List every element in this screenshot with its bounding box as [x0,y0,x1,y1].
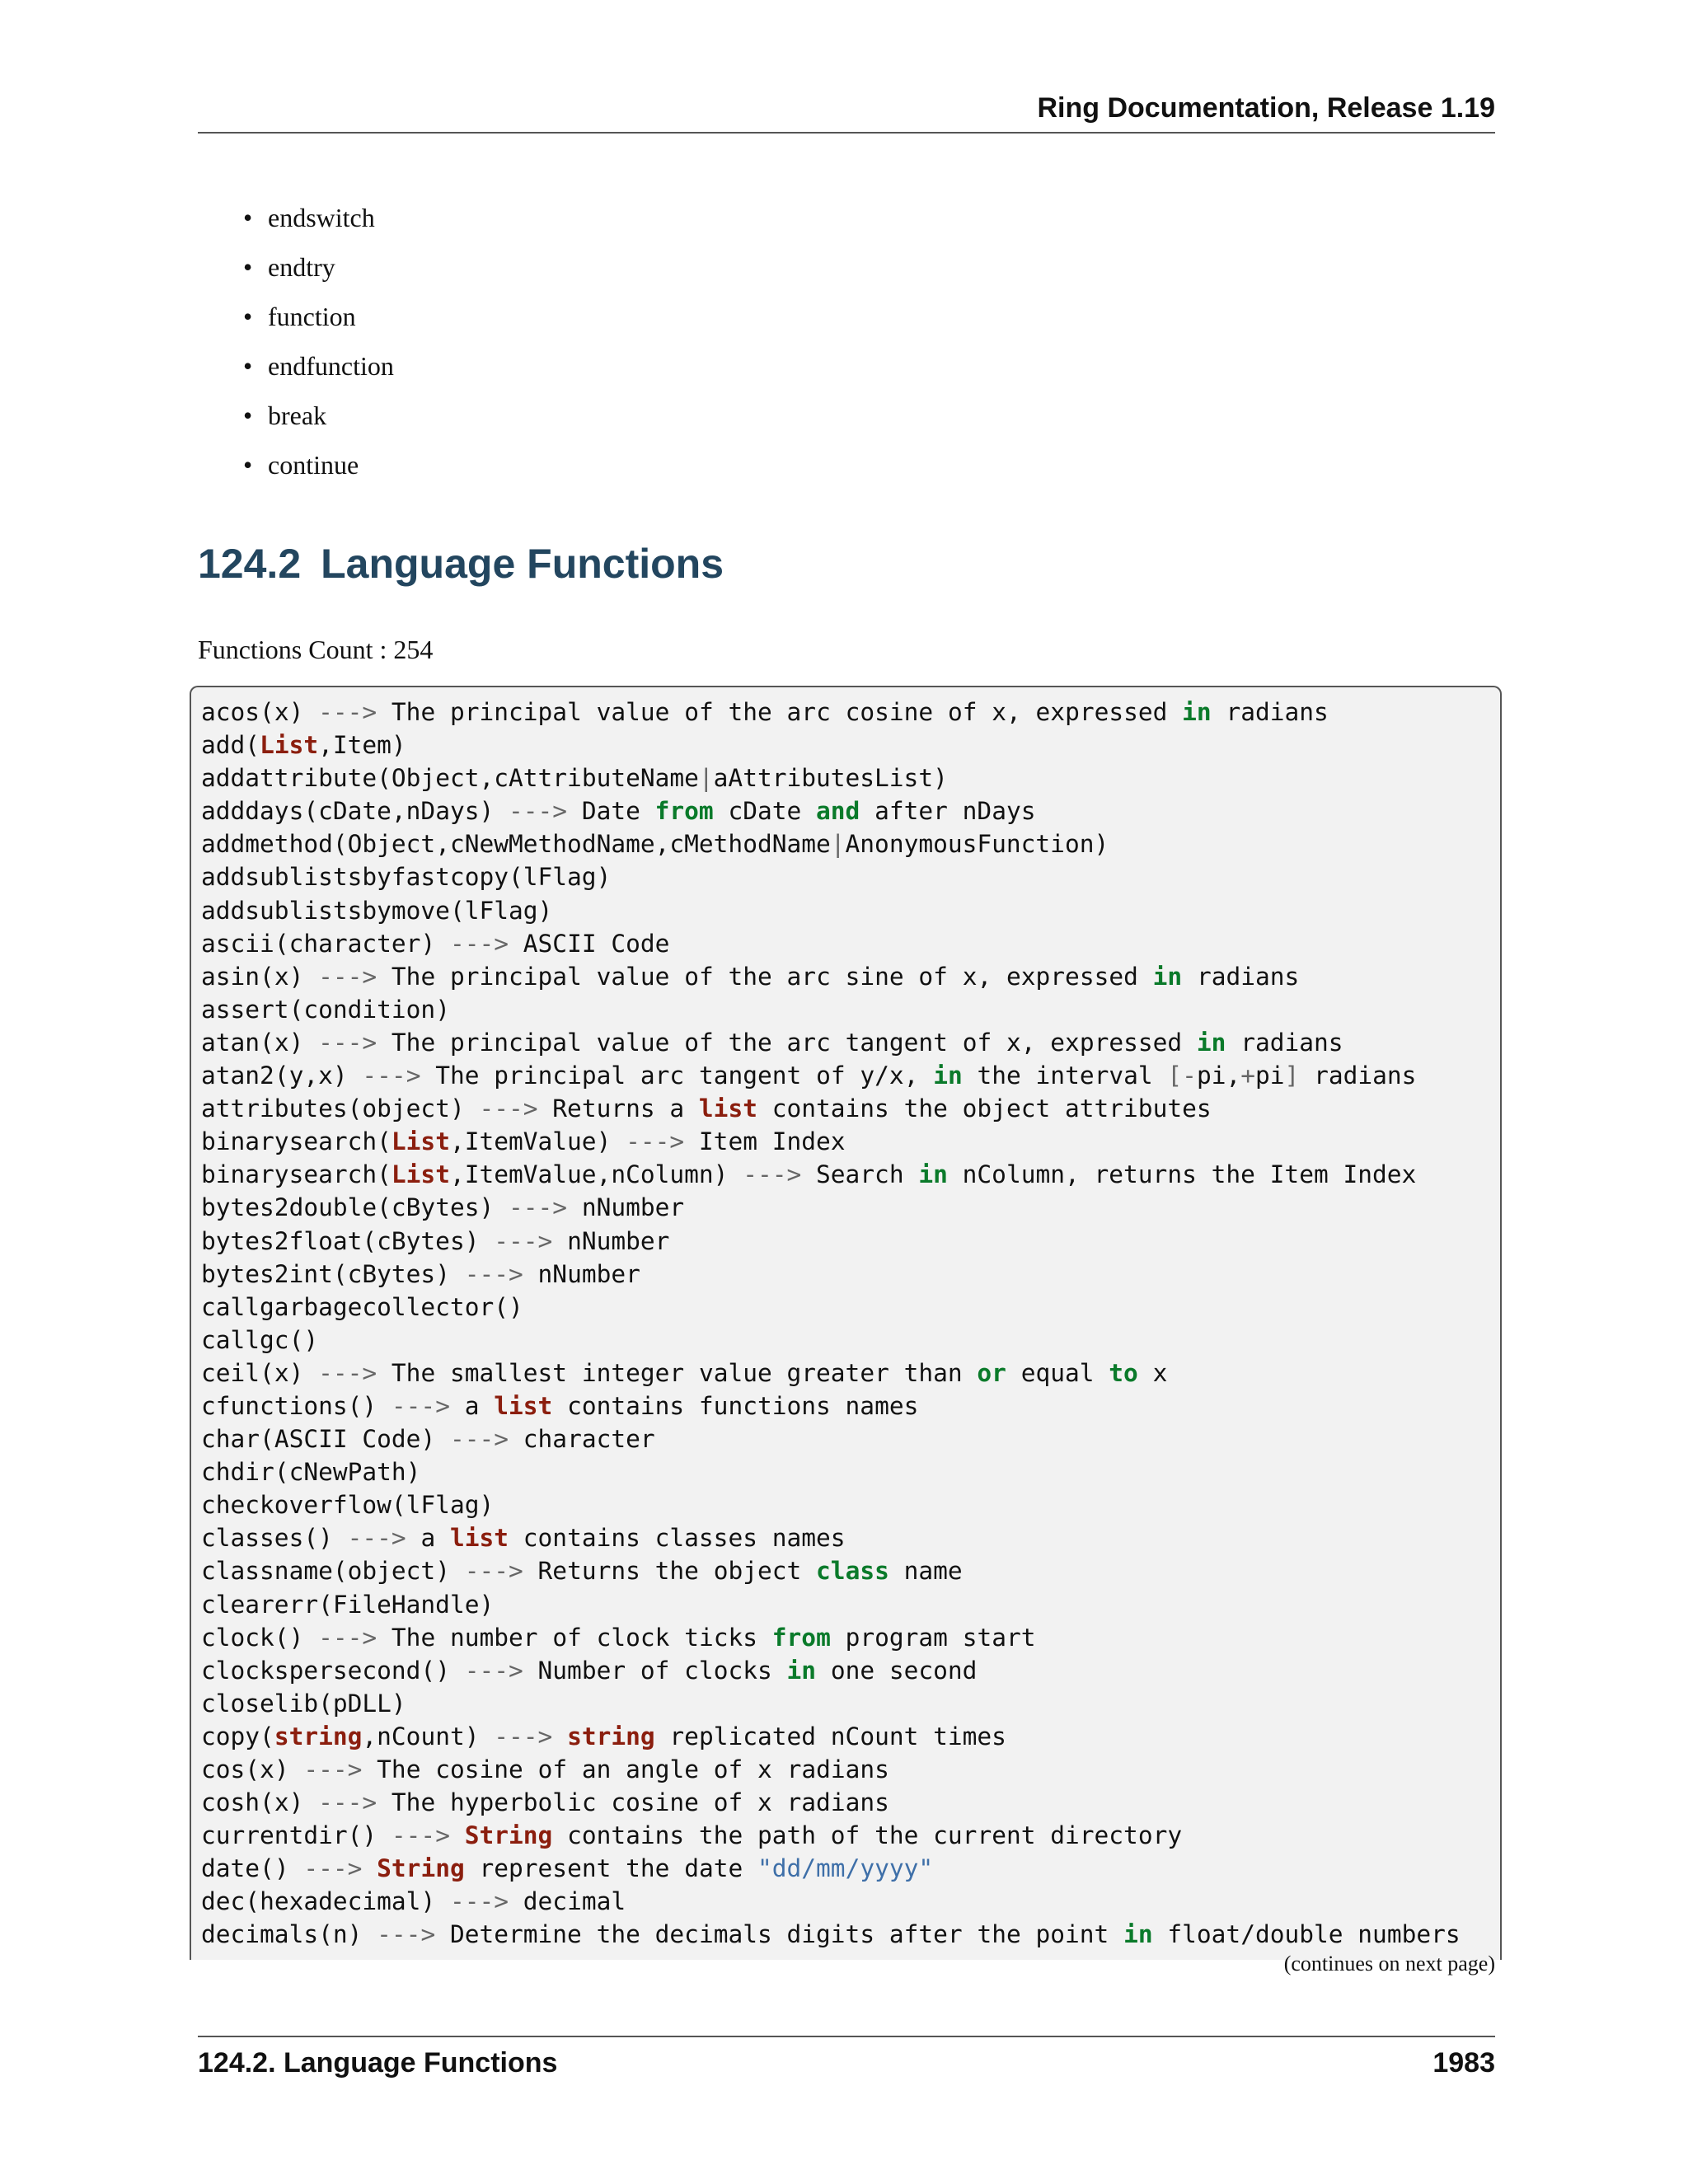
code-line: decimals(n) ---> Determine the decimals digits after the point in float/double numbers [201,1920,1461,1949]
code-line: classname(object) ---> Returns the object class name [201,1557,963,1586]
code-line: atan(x) ---> The principal value of the arc tangent of x, expressed in radians [201,1028,1343,1057]
code-line: checkoverflow(lFlag) [201,1491,495,1520]
code-line: attributes(object) ---> Returns a list contains the object attributes [201,1094,1212,1123]
code-line: bytes2double(cBytes) ---> nNumber [201,1193,685,1222]
code-line: binarysearch(List,ItemValue,nColumn) ---> Search in nColumn, returns the Item Index [201,1160,1417,1189]
section-title-text: Language Functions [321,541,724,587]
code-line: clock() ---> The number of clock ticks from program start [201,1623,1036,1652]
code-line: date() ---> String represent the date "dd/mm/yyyy" [201,1854,934,1883]
code-line: cos(x) ---> The cosine of an angle of x radians [201,1755,889,1783]
code-line: ceil(x) ---> The smallest integer value greater than or equal to x [201,1358,1168,1387]
list-item: • endswitch [243,196,394,246]
code-line: classes() ---> a list contains classes names [201,1524,846,1553]
code-line: addmethod(Object,cNewMethodName,cMethodName|AnonymousFunction) [201,830,1109,859]
code-line: adddays(cDate,nDays) ---> Date from cDate and after nDays [201,797,1036,826]
code-line: char(ASCII Code) ---> character [201,1425,655,1454]
list-item: • continue [243,443,394,493]
continues-note: (continues on next page) [1283,1952,1495,1975]
page-header [198,92,1495,134]
section-number: 124.2 [198,541,302,587]
code-line: acos(x) ---> The principal value of the arc cosine of x, expressed in radians [201,698,1329,726]
code-line: callgarbagecollector() [201,1292,523,1321]
code-line: closelib(pDLL) [201,1689,406,1718]
code-line: bytes2int(cBytes) ---> nNumber [201,1259,640,1288]
page-number: 1983 [1432,2047,1495,2079]
footer-section: 124.2. Language Functions [198,2047,558,2079]
list-item: • endfunction [243,344,394,394]
code-line: clearerr(FileHandle) [201,1590,495,1619]
code-line: addsublistsbyfastcopy(lFlag) [201,863,612,892]
code-line: asin(x) ---> The principal value of the arc sine of x, expressed in radians [201,962,1300,991]
code-line: cfunctions() ---> a list contains functions names [201,1391,919,1420]
code-line: addsublistsbymove(lFlag) [201,896,553,925]
list-item: • endtry [243,246,394,295]
code-block [190,686,1502,1960]
list-item: • function [243,295,394,344]
code-line: ascii(character) ---> ASCII Code [201,929,670,958]
section-heading [198,540,724,588]
code-line: assert(condition) [201,995,450,1024]
code-line: callgc() [201,1325,319,1354]
code-line: currentdir() ---> String contains the path of the current directory [201,1821,1183,1850]
code-line: atan2(y,x) ---> The principal arc tangent of y/x, in the interval [-pi,+pi] radians [201,1062,1417,1090]
keyword-bullet-list [243,196,394,493]
code-line: bytes2float(cBytes) ---> nNumber [201,1226,670,1255]
code-listing [191,687,1500,1952]
functions-count: Functions Count : 254 [198,635,434,664]
code-line: dec(hexadecimal) ---> decimal [201,1887,626,1916]
code-line: binarysearch(List,ItemValue) ---> Item Index [201,1127,846,1156]
code-line: copy(string,nCount) ---> string replicated nCount times [201,1722,1006,1750]
document-title: Ring Documentation, Release 1.19 [1037,92,1495,124]
code-line: chdir(cNewPath) [201,1458,421,1487]
list-item: • break [243,394,394,443]
code-line: cosh(x) ---> The hyperbolic cosine of x radians [201,1788,889,1817]
page-footer [198,2036,1495,2079]
code-line: addattribute(Object,cAttributeName|aAttributesList) [201,764,948,793]
code-line: add(List,Item) [201,731,406,760]
code-line: clockspersecond() ---> Number of clocks in one second [201,1656,978,1685]
